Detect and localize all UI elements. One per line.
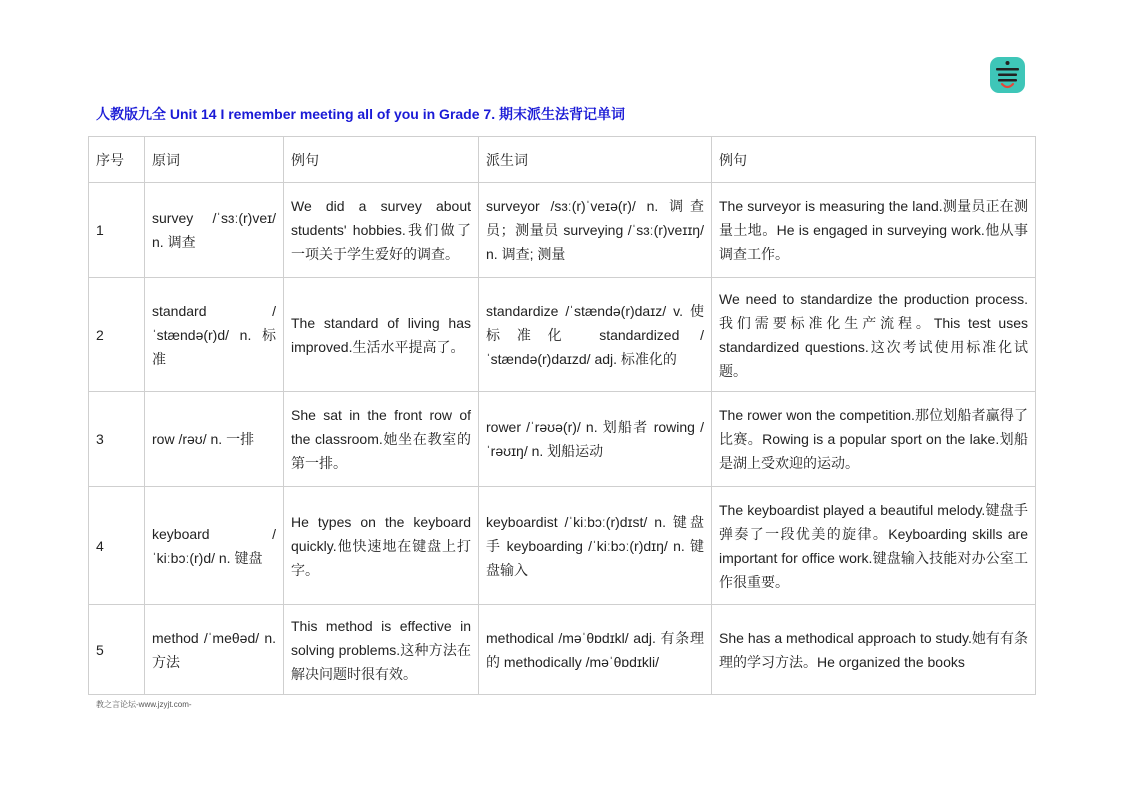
derived-word-cell: standardize /ˈstændə(r)daɪz/ v. 使标准化 standardized /ˈstændə(r)daɪzd/ adj. 标准化的 [479, 278, 712, 392]
original-word-cell: keyboard /ˈkiːbɔː(r)d/ n. 键盘 [145, 487, 284, 605]
row-number: 4 [89, 487, 145, 605]
vocabulary-table [88, 136, 1036, 695]
original-word-cell: standard /ˈstændə(r)d/ n. 标准 [145, 278, 284, 392]
derived-example-cell: The rower won the competition.那位划船者赢得了比赛。Rowing is a popular sport on the lake.划船是湖上受欢迎的运动。 [712, 392, 1036, 487]
table-row [89, 183, 1036, 278]
row-number: 5 [89, 605, 145, 695]
derived-word-cell: surveyor /sɜː(r)ˈveɪə(r)/ n. 调查员；测量员 surveying /ˈsɜː(r)veɪɪŋ/ n. 调查; 测量 [479, 183, 712, 278]
original-word-cell: method /ˈmeθəd/ n. 方法 [145, 605, 284, 695]
logo-line-1 [996, 68, 1019, 71]
header-derived-example: 例句 [712, 137, 1036, 183]
footer-watermark: 教之言论坛-www.jzyjt.com- [96, 700, 192, 709]
derived-example-cell: The surveyor is measuring the land.测量员正在测量土地。He is engaged in surveying work.他从事调查工作。 [712, 183, 1036, 278]
table-header-row [89, 137, 1036, 183]
derived-example-text: She has a methodical approach to study.她有有条理的学习方法。He organized the books [719, 629, 1028, 670]
logo-line-2 [998, 74, 1017, 77]
document-title: 人教版九全 Unit 14 I remember meeting all of you in Grade 7. 期末派生法背记单词 [96, 106, 625, 122]
logo-dot [1006, 61, 1010, 65]
header-number: 序号 [89, 137, 145, 183]
derived-word-text: methodical /məˈθɒdɪkl/ adj. 有条理的 methodically /məˈθɒdɪkli/ [486, 629, 704, 670]
site-logo-icon [990, 57, 1025, 93]
header-example: 例句 [284, 137, 479, 183]
example-cell: She sat in the front row of the classroom.她坐在教室的第一排。 [284, 392, 479, 487]
table-row [89, 487, 1036, 605]
original-word-cell: survey /ˈsɜː(r)veɪ/ n. 调查 [145, 183, 284, 278]
derived-example-cell: We need to standardize the production process.我们需要标准化生产流程。This test uses standardized questions.这次考试使用标准化试题。 [712, 278, 1036, 392]
row-number: 1 [89, 183, 145, 278]
example-cell: The standard of living has improved.生活水平提高了。 [284, 278, 479, 392]
header-derived-word: 派生词 [479, 137, 712, 183]
derived-example-cell: The keyboardist played a beautiful melody.键盘手弹奏了一段优美的旋律。Keyboarding skills are important for office work.键盘输入技能对办公室工作很重要。 [712, 487, 1036, 605]
example-cell: We did a survey about students' hobbies.我们做了一项关于学生爱好的调查。 [284, 183, 479, 278]
example-cell: He types on the keyboard quickly.他快速地在键盘上打字。 [284, 487, 479, 605]
derived-word-cell: keyboardist /ˈkiːbɔː(r)dɪst/ n. 键盘手 keyboarding /ˈkiːbɔː(r)dɪŋ/ n. 键盘输入 [479, 487, 712, 605]
table-row [89, 605, 1036, 695]
original-word-cell: row /rəʊ/ n. 一排 [145, 392, 284, 487]
derived-word-cell [479, 605, 712, 695]
table-row [89, 392, 1036, 487]
example-cell: This method is effective in solving problems.这种方法在解决问题时很有效。 [284, 605, 479, 695]
derived-word-cell: rower /ˈrəʊə(r)/ n. 划船者 rowing /ˈrəʊɪŋ/ n. 划船运动 [479, 392, 712, 487]
logo-line-3 [998, 79, 1017, 82]
table-row [89, 278, 1036, 392]
header-original-word: 原词 [145, 137, 284, 183]
derived-example-cell [712, 605, 1036, 695]
row-number: 2 [89, 278, 145, 392]
row-number: 3 [89, 392, 145, 487]
